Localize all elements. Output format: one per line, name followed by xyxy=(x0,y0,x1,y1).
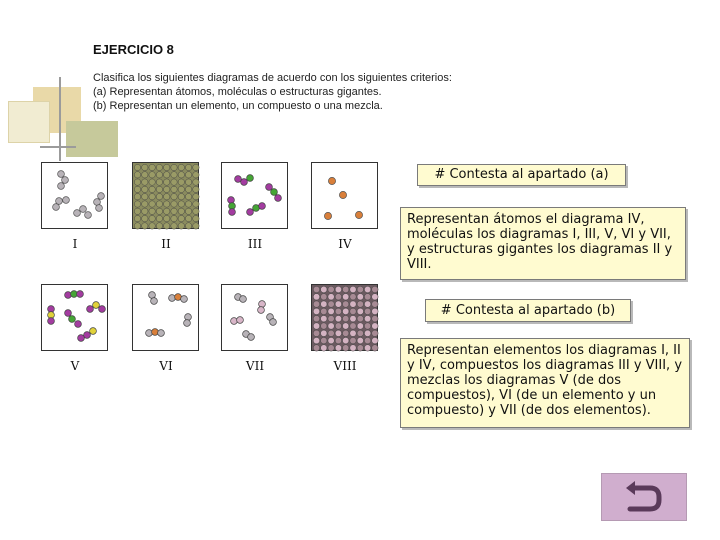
lattice-atom xyxy=(364,308,370,314)
answer-b-button[interactable]: # Contesta al apartado (b) xyxy=(425,299,631,322)
lattice-atom xyxy=(350,323,356,329)
lattice-atom xyxy=(335,330,341,336)
lattice-atom xyxy=(350,316,356,322)
lattice-atom xyxy=(357,286,363,292)
lattice-atom xyxy=(350,301,356,307)
lattice-atom xyxy=(357,330,363,336)
diagram-IV xyxy=(311,162,378,229)
lattice-atom xyxy=(328,330,334,336)
lattice-atom xyxy=(328,294,334,300)
lattice-atom xyxy=(149,223,155,229)
lattice-atom xyxy=(328,337,334,343)
diagram-label: V xyxy=(70,359,80,373)
lattice-atom xyxy=(321,316,327,322)
lattice-atom xyxy=(357,337,363,343)
lattice-atom xyxy=(313,337,319,343)
lattice-atom xyxy=(185,223,191,229)
lattice-atom xyxy=(149,194,155,200)
lattice-atom xyxy=(343,294,349,300)
lattice-atom xyxy=(142,223,148,229)
lattice-atom xyxy=(149,164,155,170)
lattice-atom xyxy=(156,223,162,229)
diagram-VI-graphic xyxy=(133,285,200,352)
lattice-atom xyxy=(149,215,155,221)
lattice-atom xyxy=(193,186,199,192)
lattice-atom xyxy=(134,164,140,170)
lattice-atom xyxy=(321,286,327,292)
lattice-atom xyxy=(134,179,140,185)
lattice-atom xyxy=(313,323,319,329)
lattice-atom xyxy=(343,337,349,343)
lattice-atom xyxy=(134,215,140,221)
lattice-atom xyxy=(372,294,378,300)
lattice-atom xyxy=(178,186,184,192)
lattice-atom xyxy=(178,215,184,221)
diagram-label: IV xyxy=(338,237,352,251)
lattice-atom xyxy=(156,186,162,192)
lattice-atom xyxy=(134,201,140,207)
lattice-atom xyxy=(350,330,356,336)
lattice-atom xyxy=(313,345,319,351)
lattice-atom xyxy=(372,345,378,351)
lattice-atom xyxy=(164,201,170,207)
lattice-atom xyxy=(335,308,341,314)
lattice-atom xyxy=(156,194,162,200)
diagram-I xyxy=(41,162,108,229)
lattice-atom xyxy=(372,286,378,292)
diagram-III-graphic xyxy=(222,163,289,230)
lattice-atom xyxy=(185,164,191,170)
lattice-atom xyxy=(142,208,148,214)
lattice-atom xyxy=(364,330,370,336)
lattice-atom xyxy=(185,208,191,214)
lattice-atom xyxy=(372,301,378,307)
lattice-atom xyxy=(156,164,162,170)
lattice-atom xyxy=(313,286,319,292)
lattice-atom xyxy=(156,201,162,207)
lattice-atom xyxy=(335,323,341,329)
lattice-atom xyxy=(364,316,370,322)
lattice-atom xyxy=(149,186,155,192)
lattice-atom xyxy=(328,286,334,292)
lattice-atom xyxy=(372,337,378,343)
lattice-atom xyxy=(193,201,199,207)
lattice-atom xyxy=(343,308,349,314)
diagram-label: VI xyxy=(159,359,173,373)
lattice-atom xyxy=(171,223,177,229)
lattice-atom xyxy=(364,337,370,343)
lattice-atom xyxy=(321,323,327,329)
lattice-atom xyxy=(328,308,334,314)
lattice-atom xyxy=(178,201,184,207)
lattice-atom xyxy=(164,215,170,221)
lattice-atom xyxy=(171,215,177,221)
diagram-VII xyxy=(221,284,288,351)
lattice-atom xyxy=(321,294,327,300)
diagram-V xyxy=(41,284,108,351)
lattice-atom xyxy=(343,286,349,292)
lattice-atom xyxy=(134,186,140,192)
lattice-atom xyxy=(149,208,155,214)
lattice-atom xyxy=(193,208,199,214)
lattice-atom xyxy=(321,330,327,336)
answer-a-button[interactable]: # Contesta al apartado (a) xyxy=(417,164,626,186)
lattice-atom xyxy=(357,294,363,300)
lattice-atom xyxy=(364,345,370,351)
lattice-atom xyxy=(335,316,341,322)
lattice-atom xyxy=(313,330,319,336)
lattice-atom xyxy=(164,164,170,170)
diagram-VII-graphic xyxy=(222,285,289,352)
lattice-atom xyxy=(328,345,334,351)
diagram-VI xyxy=(132,284,199,351)
lattice-atom xyxy=(357,301,363,307)
lattice-atom xyxy=(350,286,356,292)
diagram-III xyxy=(221,162,288,229)
lattice-atom xyxy=(372,308,378,314)
lattice-atom xyxy=(313,301,319,307)
lattice-atom xyxy=(357,323,363,329)
lattice-atom xyxy=(350,294,356,300)
lattice-atom xyxy=(178,172,184,178)
lattice-atom xyxy=(343,301,349,307)
lattice-atom xyxy=(321,337,327,343)
lattice-atom xyxy=(142,194,148,200)
lattice-atom xyxy=(164,172,170,178)
lattice-atom xyxy=(328,323,334,329)
lattice-atom xyxy=(171,208,177,214)
lattice-atom xyxy=(321,308,327,314)
decor-green-square xyxy=(66,121,118,157)
lattice-atom xyxy=(185,186,191,192)
diagram-II-graphic xyxy=(133,163,200,230)
lattice-atom xyxy=(328,301,334,307)
lattice-atom xyxy=(164,194,170,200)
lattice-atom xyxy=(313,316,319,322)
lattice-atom xyxy=(178,194,184,200)
lattice-atom xyxy=(335,294,341,300)
answer-b-text: Representan elementos los diagramas I, II y IV, compuestos los diagramas III y VIII, y mezclas los diagramas V (de dos compuestos), VI (de un elemento y un compuesto) y VII (de dos elementos). xyxy=(400,338,690,428)
lattice-atom xyxy=(149,179,155,185)
decor-vertical-line xyxy=(59,77,61,161)
lattice-atom xyxy=(335,286,341,292)
decor-light-square xyxy=(8,101,50,143)
lattice-atom xyxy=(156,215,162,221)
lattice-atom xyxy=(372,330,378,336)
lattice-atom xyxy=(185,179,191,185)
diagram-VIII-graphic xyxy=(312,285,379,352)
instruction-line: (b) Representan un elemento, un compuesto o una mezcla. xyxy=(93,100,383,112)
lattice-atom xyxy=(313,294,319,300)
lattice-atom xyxy=(185,215,191,221)
lattice-atom xyxy=(372,316,378,322)
lattice-atom xyxy=(156,172,162,178)
diagram-V-graphic xyxy=(42,285,109,352)
lattice-atom xyxy=(193,172,199,178)
lattice-atom xyxy=(164,223,170,229)
diagram-label: II xyxy=(161,237,171,251)
lattice-atom xyxy=(185,172,191,178)
lattice-atom xyxy=(343,323,349,329)
lattice-atom xyxy=(178,179,184,185)
diagram-IV-graphic xyxy=(312,163,379,230)
lattice-atom xyxy=(142,172,148,178)
lattice-atom xyxy=(142,186,148,192)
lattice-atom xyxy=(335,345,341,351)
lattice-atom xyxy=(350,345,356,351)
lattice-atom xyxy=(364,286,370,292)
lattice-atom xyxy=(193,215,199,221)
lattice-atom xyxy=(193,194,199,200)
diagram-label: VIII xyxy=(333,359,357,373)
lattice-atom xyxy=(134,223,140,229)
diagram-I-graphic xyxy=(42,163,109,230)
lattice-atom xyxy=(357,345,363,351)
lattice-atom xyxy=(164,179,170,185)
lattice-atom xyxy=(164,208,170,214)
instruction-line: Clasifica los siguientes diagramas de acuerdo con los siguientes criterios: xyxy=(93,72,452,84)
lattice-atom xyxy=(372,323,378,329)
lattice-atom xyxy=(357,308,363,314)
lattice-atom xyxy=(149,201,155,207)
lattice-atom xyxy=(193,223,199,229)
diagram-label: I xyxy=(72,237,78,251)
lattice-atom xyxy=(364,301,370,307)
lattice-atom xyxy=(357,316,363,322)
lattice-atom xyxy=(328,316,334,322)
diagram-label: VII xyxy=(245,359,265,373)
lattice-atom xyxy=(171,172,177,178)
lattice-atom xyxy=(178,223,184,229)
lattice-atom xyxy=(335,337,341,343)
lattice-atom xyxy=(156,179,162,185)
lattice-atom xyxy=(185,201,191,207)
lattice-atom xyxy=(156,208,162,214)
lattice-atom xyxy=(343,330,349,336)
lattice-atom xyxy=(350,308,356,314)
lattice-atom xyxy=(343,316,349,322)
lattice-atom xyxy=(142,164,148,170)
lattice-atom xyxy=(313,308,319,314)
lattice-atom xyxy=(343,345,349,351)
diagram-VIII xyxy=(311,284,378,351)
lattice-atom xyxy=(171,194,177,200)
lattice-atom xyxy=(350,337,356,343)
answer-a-text: Representan átomos el diagrama IV, moléculas los diagramas I, III, V, VI y VII, y estructuras gigantes los diagramas II y VIII. xyxy=(400,207,686,280)
instructions xyxy=(93,71,452,113)
lattice-atom xyxy=(142,179,148,185)
lattice-atom xyxy=(185,194,191,200)
lattice-atom xyxy=(171,186,177,192)
instruction-line: (a) Representan átomos, moléculas o estructuras gigantes. xyxy=(93,86,382,98)
lattice-atom xyxy=(142,215,148,221)
back-button[interactable] xyxy=(601,473,687,521)
lattice-atom xyxy=(149,172,155,178)
lattice-atom xyxy=(171,164,177,170)
lattice-atom xyxy=(193,164,199,170)
lattice-atom xyxy=(134,208,140,214)
lattice-atom xyxy=(178,164,184,170)
lattice-atom xyxy=(171,179,177,185)
diagram-II xyxy=(132,162,199,229)
lattice-atom xyxy=(321,301,327,307)
lattice-atom xyxy=(364,294,370,300)
lattice-atom xyxy=(193,179,199,185)
lattice-atom xyxy=(321,345,327,351)
lattice-atom xyxy=(134,194,140,200)
lattice-atom xyxy=(178,208,184,214)
lattice-atom xyxy=(335,301,341,307)
lattice-atom xyxy=(164,186,170,192)
lattice-atom xyxy=(171,201,177,207)
lattice-atom xyxy=(364,323,370,329)
return-arrow-icon xyxy=(622,480,666,516)
lattice-atom xyxy=(142,201,148,207)
diagram-label: III xyxy=(247,237,263,251)
exercise-title: EJERCICIO 8 xyxy=(93,42,174,57)
decor-horizontal-line xyxy=(40,146,76,148)
lattice-atom xyxy=(134,172,140,178)
